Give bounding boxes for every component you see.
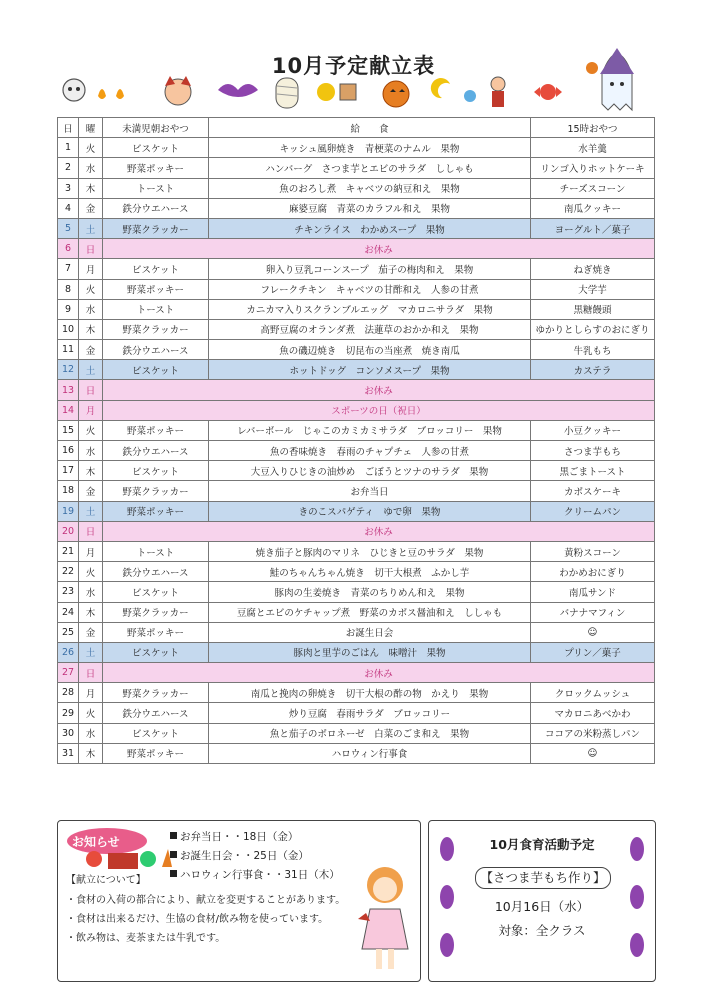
row-date: 5 <box>58 218 79 238</box>
table-row <box>58 259 655 279</box>
row-weekday: 火 <box>79 562 103 582</box>
header-lunch: 給 食 <box>209 118 531 138</box>
row-morning-snack: 野菜ポッキー <box>103 622 209 642</box>
row-lunch: キッシュ風卵焼き 青梗菜のナムル 果物 <box>209 138 531 158</box>
row-afternoon-snack: 小豆クッキー <box>531 420 655 440</box>
table-row <box>58 703 655 723</box>
row-morning-snack: ビスケット <box>103 642 209 662</box>
row-date: 4 <box>58 198 79 218</box>
row-date: 20 <box>58 521 79 541</box>
row-lunch: ハロウィン行事食 <box>209 743 531 763</box>
row-weekday: 木 <box>79 461 103 481</box>
row-date: 16 <box>58 441 79 461</box>
row-weekday: 火 <box>79 138 103 158</box>
row-weekday: 日 <box>79 521 103 541</box>
row-weekday: 火 <box>79 703 103 723</box>
row-holiday-note: お休み <box>103 521 655 541</box>
row-weekday: 金 <box>79 340 103 360</box>
row-date: 8 <box>58 279 79 299</box>
shokuiku-date: 10月16日（水） <box>494 899 590 914</box>
row-date: 12 <box>58 360 79 380</box>
header-morning-snack: 未満児朝おやつ <box>103 118 209 138</box>
row-weekday: 木 <box>79 178 103 198</box>
row-weekday: 土 <box>79 218 103 238</box>
row-afternoon-snack: ☺ <box>531 622 655 642</box>
row-afternoon-snack: クロックムッシュ <box>531 683 655 703</box>
row-afternoon-snack: カボスケーキ <box>531 481 655 501</box>
row-date: 10 <box>58 319 79 339</box>
row-afternoon-snack: 黒糖饅頭 <box>531 299 655 319</box>
table-row <box>58 602 655 622</box>
ghost-icon <box>582 44 652 120</box>
row-lunch: チキンライス わかめスープ 果物 <box>209 218 531 238</box>
row-morning-snack: 野菜クラッカー <box>103 602 209 622</box>
row-morning-snack: 野菜クラッカー <box>103 481 209 501</box>
row-date: 27 <box>58 663 79 683</box>
row-weekday: 土 <box>79 360 103 380</box>
row-weekday: 金 <box>79 481 103 501</box>
row-morning-snack: 野菜クラッカー <box>103 319 209 339</box>
row-holiday-note: スポーツの日（祝日） <box>103 400 655 420</box>
row-lunch: 高野豆腐のオランダ煮 法蓮草のおかか和え 果物 <box>209 319 531 339</box>
row-morning-snack: ビスケット <box>103 360 209 380</box>
row-morning-snack: 野菜ポッキー <box>103 501 209 521</box>
row-afternoon-snack: 黒ごまトースト <box>531 461 655 481</box>
page-title: 10月予定献立表 <box>271 54 436 78</box>
row-lunch: ホットドッグ コンソメスープ 果物 <box>209 360 531 380</box>
row-date: 11 <box>58 340 79 360</box>
table-row <box>58 441 655 461</box>
row-afternoon-snack: わかめおにぎり <box>531 562 655 582</box>
table-row <box>58 642 655 662</box>
row-date: 23 <box>58 582 79 602</box>
table-row <box>58 239 655 259</box>
table-row <box>58 743 655 763</box>
row-holiday-note: お休み <box>103 663 655 683</box>
row-date: 17 <box>58 461 79 481</box>
kondate-bullet-2: ・食材は出来るだけ、生協の食材/飲み物を使っています。 <box>66 914 329 925</box>
row-afternoon-snack: 水羊羹 <box>531 138 655 158</box>
row-morning-snack: トースト <box>103 178 209 198</box>
table-row <box>58 420 655 440</box>
row-weekday: 月 <box>79 400 103 420</box>
row-weekday: 水 <box>79 158 103 178</box>
row-lunch: きのこスパゲティ ゆで卵 果物 <box>209 501 531 521</box>
header-dow: 曜 <box>79 118 103 138</box>
row-lunch: 南瓜と挽肉の卵焼き 切干大根の酢の物 かえり 果物 <box>209 683 531 703</box>
table-row <box>58 521 655 541</box>
row-morning-snack: 鉄分ウエハース <box>103 562 209 582</box>
row-lunch: 豚肉と里芋のごはん 味噌汁 果物 <box>209 642 531 662</box>
row-date: 25 <box>58 622 79 642</box>
row-lunch: 魚と茄子のボロネーゼ 白菜のごま和え 果物 <box>209 723 531 743</box>
row-date: 18 <box>58 481 79 501</box>
girl-illustration-icon <box>354 859 416 977</box>
row-lunch: 魚の磯辺焼き 切昆布の当座煮 焼き南瓜 <box>209 340 531 360</box>
table-row <box>58 562 655 582</box>
row-morning-snack: トースト <box>103 541 209 561</box>
row-lunch: ハンバーグ さつま芋とエビのサラダ ししゃも <box>209 158 531 178</box>
row-weekday: 木 <box>79 602 103 622</box>
table-row <box>58 299 655 319</box>
row-weekday: 水 <box>79 299 103 319</box>
row-afternoon-snack: ねぎ焼き <box>531 259 655 279</box>
row-date: 30 <box>58 723 79 743</box>
row-date: 22 <box>58 562 79 582</box>
row-morning-snack: 鉄分ウエハース <box>103 703 209 723</box>
row-lunch: 麻婆豆腐 青菜のカラフル和え 果物 <box>209 198 531 218</box>
row-morning-snack: 野菜クラッカー <box>103 683 209 703</box>
table-row <box>58 340 655 360</box>
row-afternoon-snack: プリン／菓子 <box>531 642 655 662</box>
shokuiku-title: 10月食育活動予定 <box>489 837 595 852</box>
halloween-decoration-icon <box>58 72 578 112</box>
shokuiku-activity: 【さつま芋もち作り】 <box>475 867 611 889</box>
row-morning-snack: 鉄分ウエハース <box>103 340 209 360</box>
table-row <box>58 319 655 339</box>
row-morning-snack: 野菜ポッキー <box>103 279 209 299</box>
row-afternoon-snack: さつま芋もち <box>531 441 655 461</box>
row-weekday: 月 <box>79 259 103 279</box>
table-row <box>58 622 655 642</box>
row-date: 28 <box>58 683 79 703</box>
row-lunch: 豆腐とエビのケチャップ煮 野菜のカボス醤油和え ししゃも <box>209 602 531 622</box>
table-row <box>58 723 655 743</box>
notice-panel <box>57 820 421 982</box>
row-date: 24 <box>58 602 79 622</box>
row-afternoon-snack: ☺ <box>531 743 655 763</box>
table-row <box>58 481 655 501</box>
row-weekday: 日 <box>79 663 103 683</box>
row-morning-snack: トースト <box>103 299 209 319</box>
row-afternoon-snack: 大学芋 <box>531 279 655 299</box>
row-date: 15 <box>58 420 79 440</box>
row-lunch: 焼き茄子と豚肉のマリネ ひじきと豆のサラダ 果物 <box>209 541 531 561</box>
row-morning-snack: ビスケット <box>103 582 209 602</box>
announcement-3: ハロウィン行事食・・31日（木） <box>170 867 340 882</box>
row-weekday: 土 <box>79 642 103 662</box>
row-date: 31 <box>58 743 79 763</box>
row-weekday: 水 <box>79 582 103 602</box>
row-weekday: 金 <box>79 622 103 642</box>
table-row <box>58 541 655 561</box>
vegetables-icon <box>82 843 172 871</box>
row-weekday: 日 <box>79 380 103 400</box>
shokuiku-panel <box>428 820 656 982</box>
row-weekday: 日 <box>79 239 103 259</box>
row-afternoon-snack: ココアの米粉蒸しパン <box>531 723 655 743</box>
table-row <box>58 663 655 683</box>
row-afternoon-snack: ゆかりとしらすのおにぎり <box>531 319 655 339</box>
table-row <box>58 158 655 178</box>
row-date: 9 <box>58 299 79 319</box>
table-row <box>58 501 655 521</box>
table-row <box>58 138 655 158</box>
table-row <box>58 218 655 238</box>
row-weekday: 木 <box>79 319 103 339</box>
shokuiku-target: 対象：全クラス <box>498 923 586 938</box>
row-weekday: 月 <box>79 683 103 703</box>
row-morning-snack: 野菜ポッキー <box>103 158 209 178</box>
table-header-row <box>58 118 655 138</box>
row-morning-snack: ビスケット <box>103 138 209 158</box>
table-row <box>58 461 655 481</box>
row-date: 3 <box>58 178 79 198</box>
row-lunch: 魚の香味焼き 春雨のチャプチェ 人参の甘煮 <box>209 441 531 461</box>
row-lunch: フレークチキン キャベツの甘酢和え 人参の甘煮 <box>209 279 531 299</box>
row-weekday: 水 <box>79 441 103 461</box>
announcement-1: お弁当日・・18日（金） <box>170 829 298 844</box>
header-day: 日 <box>58 118 79 138</box>
table-row <box>58 360 655 380</box>
row-morning-snack: ビスケット <box>103 259 209 279</box>
row-date: 21 <box>58 541 79 561</box>
row-date: 26 <box>58 642 79 662</box>
row-lunch: お誕生日会 <box>209 622 531 642</box>
row-lunch: カニカマ入りスクランブルエッグ マカロニサラダ 果物 <box>209 299 531 319</box>
table-row <box>58 279 655 299</box>
row-lunch: 炒り豆腐 春雨サラダ ブロッコリー <box>209 703 531 723</box>
row-afternoon-snack: 南瓜サンド <box>531 582 655 602</box>
row-lunch: 卵入り豆乳コーンスープ 茄子の梅肉和え 果物 <box>209 259 531 279</box>
table-row <box>58 380 655 400</box>
row-lunch: 魚のおろし煮 キャベツの納豆和え 果物 <box>209 178 531 198</box>
row-date: 19 <box>58 501 79 521</box>
row-morning-snack: ビスケット <box>103 723 209 743</box>
row-lunch: お弁当日 <box>209 481 531 501</box>
row-morning-snack: 鉄分ウエハース <box>103 198 209 218</box>
kondate-bullet-3: ・飲み物は、麦茶または牛乳です。 <box>66 933 226 944</box>
announcement-2: お誕生日会・・25日（金） <box>170 848 309 863</box>
row-weekday: 木 <box>79 743 103 763</box>
row-weekday: 金 <box>79 198 103 218</box>
notice-badge-label: お知らせ <box>72 835 120 849</box>
row-weekday: 火 <box>79 420 103 440</box>
row-date: 14 <box>58 400 79 420</box>
row-morning-snack: 野菜クラッカー <box>103 218 209 238</box>
row-afternoon-snack: 南瓜クッキー <box>531 198 655 218</box>
kondate-title: 【献立について】 <box>66 875 146 886</box>
header-afternoon-snack: 15時おやつ <box>531 118 655 138</box>
row-weekday: 火 <box>79 279 103 299</box>
row-date: 2 <box>58 158 79 178</box>
row-afternoon-snack: クリームパン <box>531 501 655 521</box>
row-holiday-note: お休み <box>103 239 655 259</box>
row-date: 7 <box>58 259 79 279</box>
row-lunch: 大豆入りひじきの油炒め ごぼうとツナのサラダ 果物 <box>209 461 531 481</box>
row-afternoon-snack: 黄粉スコーン <box>531 541 655 561</box>
row-lunch: レバーボール じゃこのカミカミサラダ ブロッコリー 果物 <box>209 420 531 440</box>
row-afternoon-snack: カステラ <box>531 360 655 380</box>
row-lunch: 鮭のちゃんちゃん焼き 切干大根煮 ふかし芋 <box>209 562 531 582</box>
row-holiday-note: お休み <box>103 380 655 400</box>
row-date: 29 <box>58 703 79 723</box>
row-afternoon-snack: チーズスコーン <box>531 178 655 198</box>
row-date: 13 <box>58 380 79 400</box>
row-weekday: 土 <box>79 501 103 521</box>
row-morning-snack: 野菜ポッキー <box>103 420 209 440</box>
row-weekday: 月 <box>79 541 103 561</box>
row-weekday: 水 <box>79 723 103 743</box>
row-morning-snack: 鉄分ウエハース <box>103 441 209 461</box>
row-morning-snack: 野菜ポッキー <box>103 743 209 763</box>
table-row <box>58 683 655 703</box>
kondate-bullet-1: ・食材の入荷の都合により、献立を変更することがあります。 <box>66 895 346 906</box>
row-date: 1 <box>58 138 79 158</box>
row-date: 6 <box>58 239 79 259</box>
row-afternoon-snack: マカロニあべかわ <box>531 703 655 723</box>
table-row <box>58 178 655 198</box>
row-afternoon-snack: 牛乳もち <box>531 340 655 360</box>
table-row <box>58 400 655 420</box>
table-row <box>58 198 655 218</box>
row-morning-snack: ビスケット <box>103 461 209 481</box>
row-afternoon-snack: ヨーグルト／菓子 <box>531 218 655 238</box>
row-lunch: 豚肉の生姜焼き 青菜のちりめん和え 果物 <box>209 582 531 602</box>
table-row <box>58 582 655 602</box>
row-afternoon-snack: リンゴ入りホットケーキ <box>531 158 655 178</box>
menu-table <box>57 117 655 764</box>
row-afternoon-snack: バナナマフィン <box>531 602 655 622</box>
